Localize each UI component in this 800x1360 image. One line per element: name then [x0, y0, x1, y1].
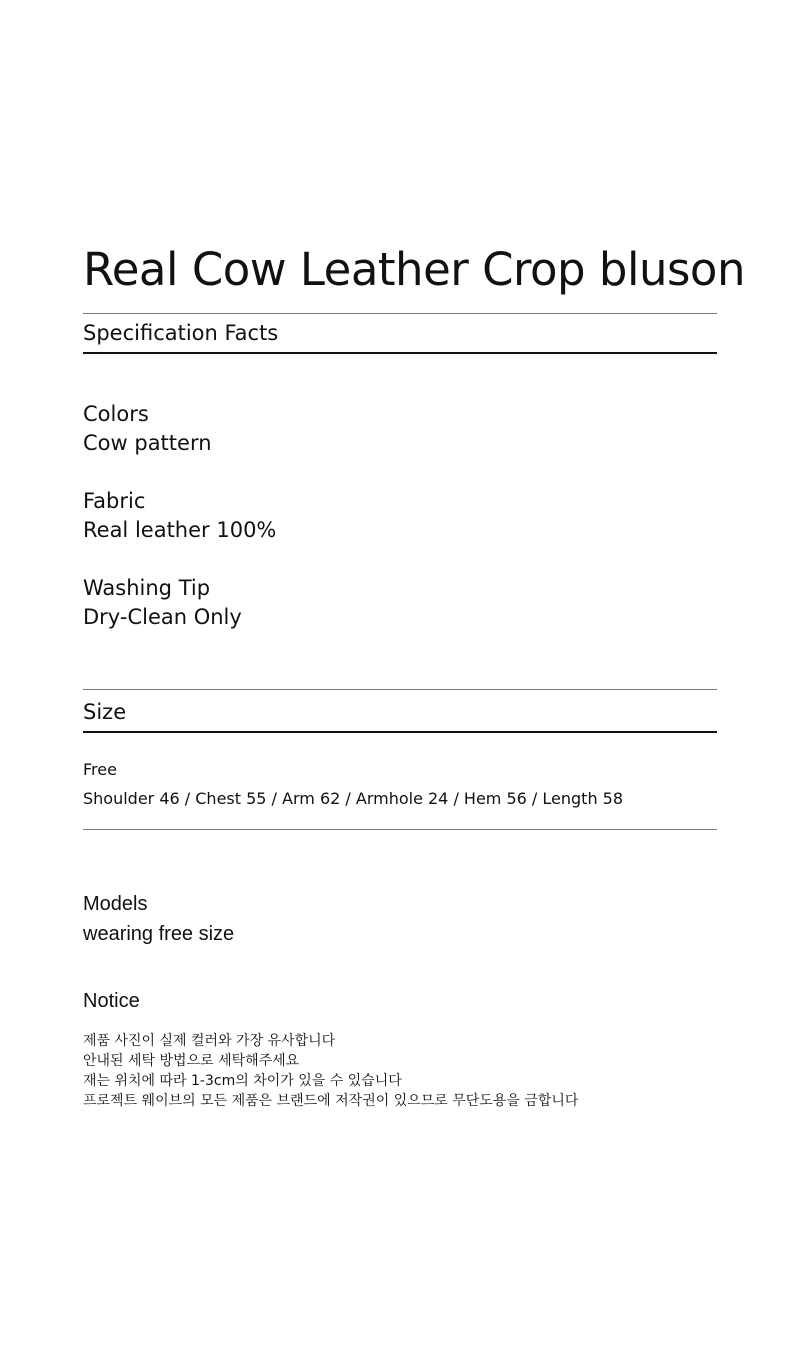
notice-line: 프로젝트 웨이브의 모든 제품은 브랜드에 저작권이 있으므로 무단도용을 금합니다 — [83, 1093, 579, 1109]
size-bottom-divider — [83, 829, 717, 830]
washing-tip-value: Dry-Clean Only — [83, 605, 242, 629]
colors-label: Colors — [83, 402, 149, 426]
fabric-label: Fabric — [83, 489, 146, 513]
colors-value: Cow pattern — [83, 431, 212, 455]
notice-line: 제품 사진이 실제 컬러와 가장 유사합니다 — [83, 1033, 336, 1049]
models-value: wearing free size — [83, 923, 235, 945]
notice-line: 안내된 세탁 방법으로 세탁해주세요 — [83, 1053, 300, 1069]
size-divider — [83, 731, 717, 733]
models-heading: Models — [83, 893, 148, 915]
size-measurements: Shoulder 46 / Chest 55 / Arm 62 / Armhole 24 / Hem 56 / Length 58 — [83, 789, 624, 808]
washing-tip-label: Washing Tip — [83, 576, 211, 600]
specification-divider — [83, 352, 717, 354]
specification-heading: Specification Facts — [83, 321, 279, 345]
size-top-divider — [83, 689, 717, 690]
size-name: Free — [83, 760, 117, 779]
fabric-value: Real leather 100% — [83, 518, 277, 542]
title-divider — [83, 313, 717, 314]
notice-line: 재는 위치에 따라 1-3cm의 차이가 있을 수 있습니다 — [83, 1073, 402, 1089]
size-heading: Size — [83, 700, 127, 724]
product-title: Real Cow Leather Crop bluson — [83, 243, 745, 296]
notice-heading: Notice — [83, 990, 140, 1012]
